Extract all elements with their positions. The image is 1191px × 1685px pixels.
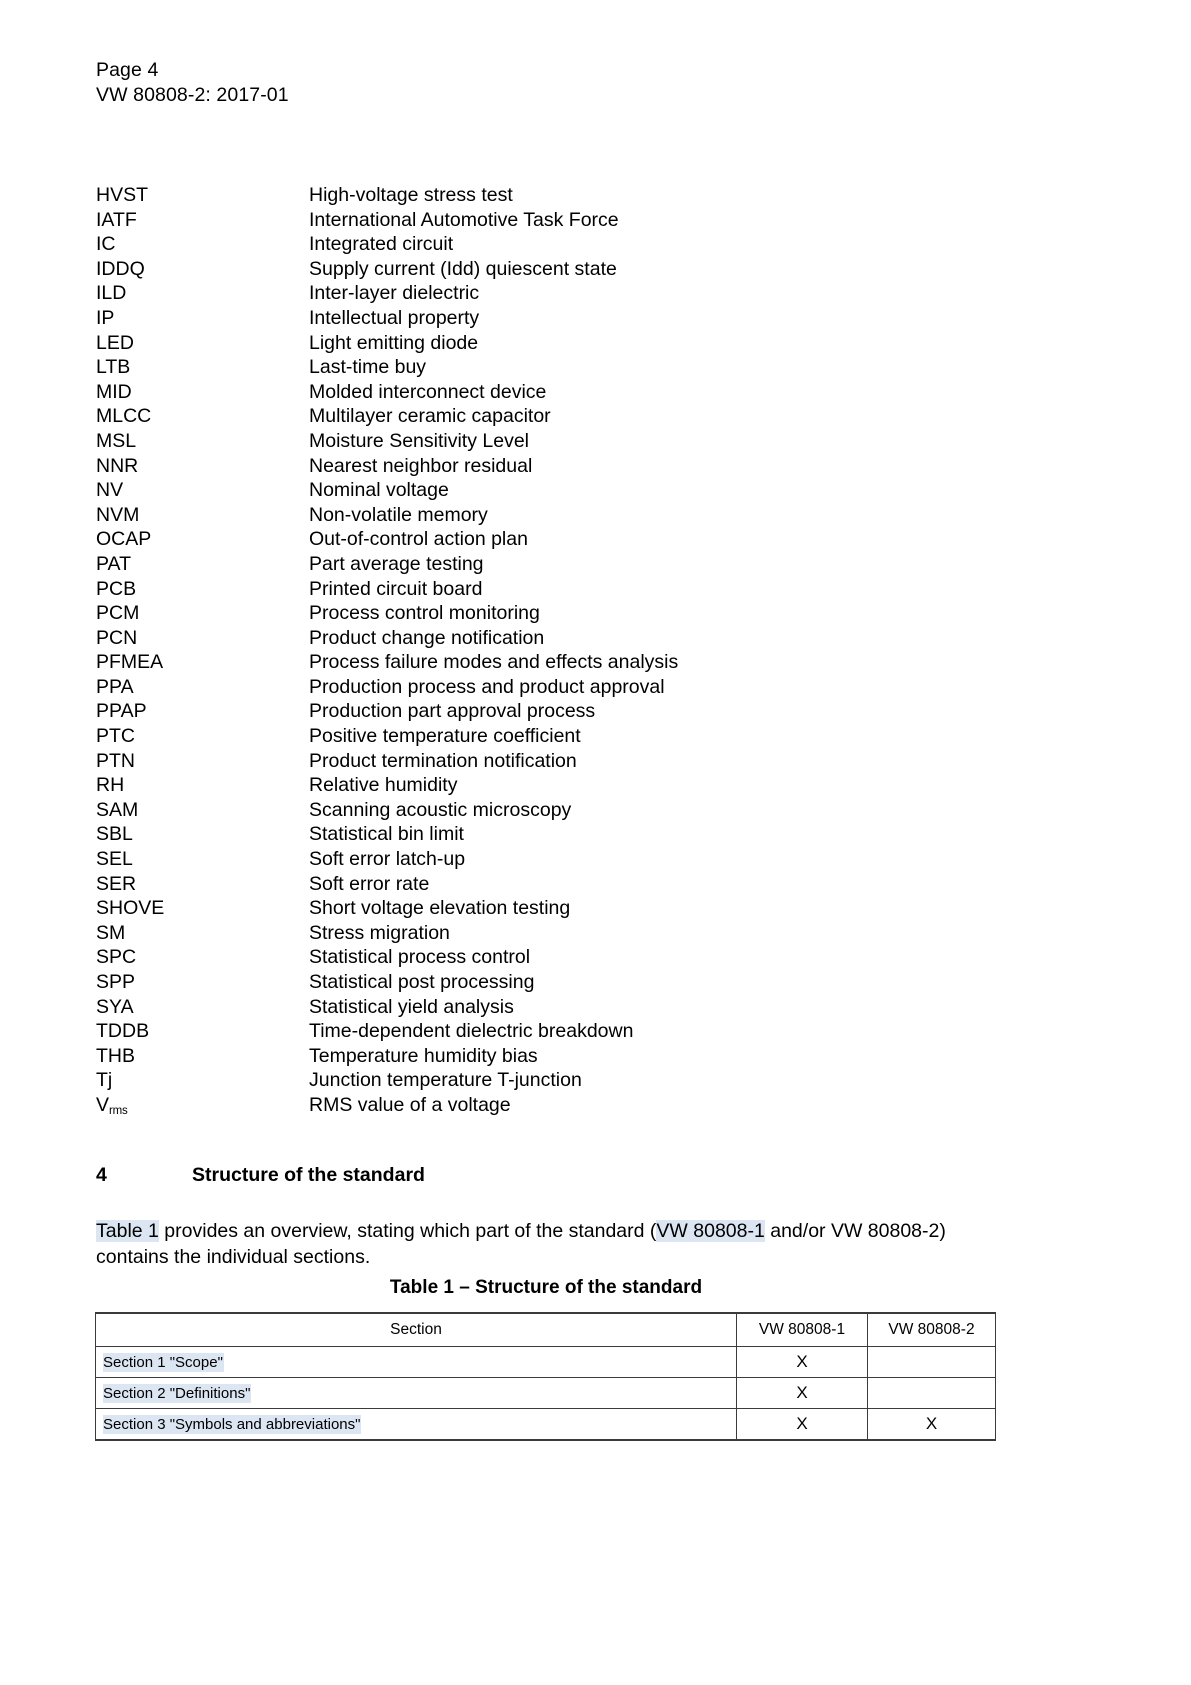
table-cell-vw-80808-1: X bbox=[737, 1378, 868, 1409]
table-row bbox=[96, 1409, 996, 1441]
abbreviation-term: Tj bbox=[96, 1069, 113, 1092]
abbreviation-definition: Relative humidity bbox=[309, 774, 458, 797]
table-cell-vw-80808-2: X bbox=[868, 1409, 996, 1441]
abbreviation-definition: Nearest neighbor residual bbox=[309, 454, 533, 477]
abbreviation-term: ILD bbox=[96, 282, 127, 305]
abbreviation-term: IDDQ bbox=[96, 257, 145, 280]
abbreviation-definition: Production process and product approval bbox=[309, 675, 665, 698]
table-cell-vw-80808-2 bbox=[868, 1347, 996, 1378]
abbreviation-definition: Scanning acoustic microscopy bbox=[309, 798, 572, 821]
abbreviation-definition: Soft error latch-up bbox=[309, 848, 466, 871]
abbreviation-term bbox=[96, 1093, 309, 1121]
abbreviation-definition: Positive temperature coefficient bbox=[309, 725, 581, 748]
abbreviation-term: IP bbox=[96, 306, 115, 329]
abbreviation-term: PAT bbox=[96, 552, 132, 575]
abbreviation-row bbox=[96, 847, 1056, 872]
abbreviation-definition: International Automotive Task Force bbox=[309, 208, 619, 231]
abbreviation-term: MSL bbox=[96, 429, 137, 452]
abbreviation-row bbox=[96, 355, 1056, 380]
abbreviation-definition: Printed circuit board bbox=[309, 577, 483, 600]
abbreviation-term: PPA bbox=[96, 675, 134, 698]
section-reference-link[interactable]: Section 1 "Scope" bbox=[103, 1353, 223, 1371]
abbreviation-term: MLCC bbox=[96, 405, 152, 428]
abbreviation-term: SM bbox=[96, 921, 126, 944]
abbreviation-definition: Molded interconnect device bbox=[309, 380, 547, 403]
abbreviation-term: HVST bbox=[96, 184, 149, 206]
abbreviation-term: OCAP bbox=[96, 528, 152, 551]
abbreviation-term: SPP bbox=[96, 971, 136, 993]
abbreviation-row bbox=[96, 921, 1056, 946]
abbreviation-term: PFMEA bbox=[96, 651, 164, 674]
abbreviation-row bbox=[96, 527, 1056, 552]
abbreviation-row bbox=[96, 675, 1056, 700]
abbreviation-row bbox=[96, 970, 1056, 995]
abbreviation-definition: Light emitting diode bbox=[309, 331, 479, 354]
abbreviation-term: SYA bbox=[96, 995, 134, 1018]
abbreviation-row bbox=[96, 404, 1056, 429]
abbreviation-definition: Supply current (Idd) quiescent state bbox=[309, 257, 617, 280]
abbreviation-term: NNR bbox=[96, 454, 139, 477]
abbreviation-definition: Part average testing bbox=[309, 552, 484, 575]
abbreviation-definition: Moisture Sensitivity Level bbox=[309, 429, 530, 452]
abbreviation-term: SER bbox=[96, 872, 137, 895]
abbreviation-term: THB bbox=[96, 1044, 135, 1067]
abbreviation-row bbox=[96, 577, 1056, 602]
table-cell-vw-80808-2 bbox=[868, 1378, 996, 1409]
abbreviation-term: PCM bbox=[96, 602, 140, 625]
abbreviation-row bbox=[96, 773, 1056, 798]
table-1-crossreference[interactable]: Table 1 bbox=[96, 1220, 159, 1242]
table-row bbox=[96, 1378, 996, 1409]
abbreviation-definition: Statistical yield analysis bbox=[309, 995, 514, 1018]
abbreviation-term: PCB bbox=[96, 577, 137, 600]
document-header bbox=[96, 58, 289, 108]
abbreviation-term: NV bbox=[96, 479, 124, 502]
abbreviation-row bbox=[96, 454, 1056, 479]
section-number: 4 bbox=[96, 1164, 107, 1186]
section-reference-link[interactable]: Section 2 "Definitions" bbox=[103, 1384, 251, 1402]
abbreviation-row bbox=[96, 699, 1056, 724]
abbreviation-row bbox=[96, 257, 1056, 282]
abbreviation-row bbox=[96, 208, 1056, 233]
abbreviation-definition: Process control monitoring bbox=[309, 602, 540, 625]
abbreviation-term: NVM bbox=[96, 503, 140, 526]
abbreviation-definition: Short voltage elevation testing bbox=[309, 897, 571, 920]
abbreviation-definition: Time-dependent dielectric breakdown bbox=[309, 1020, 634, 1043]
abbreviation-definition: Last-time buy bbox=[309, 356, 427, 379]
abbreviation-definition: Production part approval process bbox=[309, 700, 596, 723]
table-cell-section[interactable] bbox=[96, 1347, 737, 1378]
abbreviation-row bbox=[96, 798, 1056, 823]
abbreviation-definition: Product change notification bbox=[309, 626, 545, 649]
document-identifier: VW 80808-2: 2017-01 bbox=[96, 84, 289, 106]
column-header-vw-80808-2: VW 80808-2 bbox=[868, 1313, 996, 1347]
abbreviation-definition: Soft error rate bbox=[309, 872, 430, 895]
abbreviation-term: SAM bbox=[96, 798, 139, 821]
abbreviation-row bbox=[96, 822, 1056, 847]
abbreviation-definition: Non-volatile memory bbox=[309, 503, 488, 526]
abbreviation-definition: Intellectual property bbox=[309, 306, 480, 329]
column-header-section: Section bbox=[96, 1313, 737, 1347]
section-heading bbox=[96, 1163, 425, 1187]
abbreviation-term: PCN bbox=[96, 626, 138, 649]
abbreviation-row bbox=[96, 724, 1056, 749]
abbreviations-list bbox=[96, 183, 1056, 1118]
abbreviation-row bbox=[96, 896, 1056, 921]
abbreviation-row bbox=[96, 872, 1056, 897]
abbreviation-row bbox=[96, 331, 1056, 356]
abbreviation-row bbox=[96, 1019, 1056, 1044]
abbreviation-row bbox=[96, 1044, 1056, 1069]
table-cell-vw-80808-1: X bbox=[737, 1347, 868, 1378]
table-cell-section[interactable] bbox=[96, 1378, 737, 1409]
abbreviation-term: IC bbox=[96, 233, 116, 256]
abbreviation-row bbox=[96, 749, 1056, 774]
abbreviation-row bbox=[96, 306, 1056, 331]
structure-of-standard-table bbox=[95, 1312, 996, 1441]
paragraph-text-part-1: provides an overview, stating which part of the standard ( bbox=[158, 1220, 657, 1242]
table-caption: Table 1 – Structure of the standard bbox=[389, 1277, 703, 1298]
abbreviation-definition: Inter-layer dielectric bbox=[309, 282, 480, 305]
abbreviation-definition: Out-of-control action plan bbox=[309, 528, 528, 551]
abbreviation-definition: Statistical process control bbox=[309, 946, 531, 969]
abbreviation-definition: Junction temperature T-junction bbox=[309, 1069, 582, 1092]
abbreviation-row bbox=[96, 601, 1056, 626]
abbreviation-term: RH bbox=[96, 774, 125, 797]
page-number-label: Page 4 bbox=[96, 59, 159, 81]
intro-paragraph bbox=[96, 1219, 1006, 1270]
abbreviation-definition: Integrated circuit bbox=[309, 233, 454, 256]
abbreviation-term: SHOVE bbox=[96, 897, 165, 920]
abbreviation-term: SEL bbox=[96, 848, 133, 871]
abbreviation-row bbox=[96, 626, 1056, 651]
abbreviation-definition: Statistical bin limit bbox=[309, 823, 464, 846]
abbreviation-term: PPAP bbox=[96, 700, 147, 723]
abbreviation-row bbox=[96, 429, 1056, 454]
abbreviation-term: SBL bbox=[96, 823, 133, 846]
abbreviation-definition: Statistical post processing bbox=[309, 971, 535, 993]
abbreviation-definition: Nominal voltage bbox=[309, 479, 449, 502]
paragraph-text-part-2: and/or VW 80808-2) contains the individual sections. bbox=[96, 1220, 946, 1268]
abbreviation-definition: Product termination notification bbox=[309, 749, 577, 772]
section-title: Structure of the standard bbox=[192, 1164, 425, 1186]
abbreviation-row bbox=[96, 281, 1056, 306]
abbreviation-row bbox=[96, 552, 1056, 577]
abbreviation-row bbox=[96, 478, 1056, 503]
abbreviation-term: TDDB bbox=[96, 1020, 150, 1043]
abbreviation-definition: Temperature humidity bias bbox=[309, 1044, 538, 1067]
abbreviation-row bbox=[96, 945, 1056, 970]
abbreviation-term: LED bbox=[96, 331, 134, 354]
table-cell-section[interactable] bbox=[96, 1409, 737, 1441]
abbreviation-term: SPC bbox=[96, 946, 137, 969]
column-header-vw-80808-1: VW 80808-1 bbox=[737, 1313, 868, 1347]
abbreviation-term-base: V bbox=[96, 1093, 110, 1116]
vw-80808-1-crossreference[interactable]: VW 80808-1 bbox=[656, 1220, 765, 1242]
abbreviation-row bbox=[96, 1068, 1056, 1093]
abbreviation-row bbox=[96, 995, 1056, 1020]
abbreviation-row bbox=[96, 1093, 1056, 1118]
abbreviation-term: PTN bbox=[96, 749, 135, 772]
abbreviation-term-subscript: rms bbox=[109, 1104, 128, 1117]
abbreviation-definition: Multilayer ceramic capacitor bbox=[309, 405, 551, 428]
abbreviation-row bbox=[96, 183, 1056, 208]
abbreviation-definition: Stress migration bbox=[309, 921, 450, 944]
abbreviation-definition: High-voltage stress test bbox=[309, 184, 513, 206]
abbreviation-row bbox=[96, 650, 1056, 675]
abbreviation-row bbox=[96, 380, 1056, 405]
section-reference-link[interactable]: Section 3 "Symbols and abbreviations" bbox=[103, 1415, 361, 1433]
abbreviation-term: IATF bbox=[96, 208, 137, 231]
table-row bbox=[96, 1347, 996, 1378]
table-body bbox=[96, 1347, 996, 1441]
abbreviation-term: LTB bbox=[96, 356, 131, 379]
abbreviation-row bbox=[96, 232, 1056, 257]
abbreviation-term: MID bbox=[96, 380, 132, 403]
abbreviation-definition: Process failure modes and effects analysis bbox=[309, 651, 679, 674]
table-header-row bbox=[96, 1313, 996, 1347]
abbreviation-term: PTC bbox=[96, 725, 135, 748]
abbreviation-definition: RMS value of a voltage bbox=[309, 1093, 511, 1116]
abbreviation-row bbox=[96, 503, 1056, 528]
table-cell-vw-80808-1: X bbox=[737, 1409, 868, 1441]
